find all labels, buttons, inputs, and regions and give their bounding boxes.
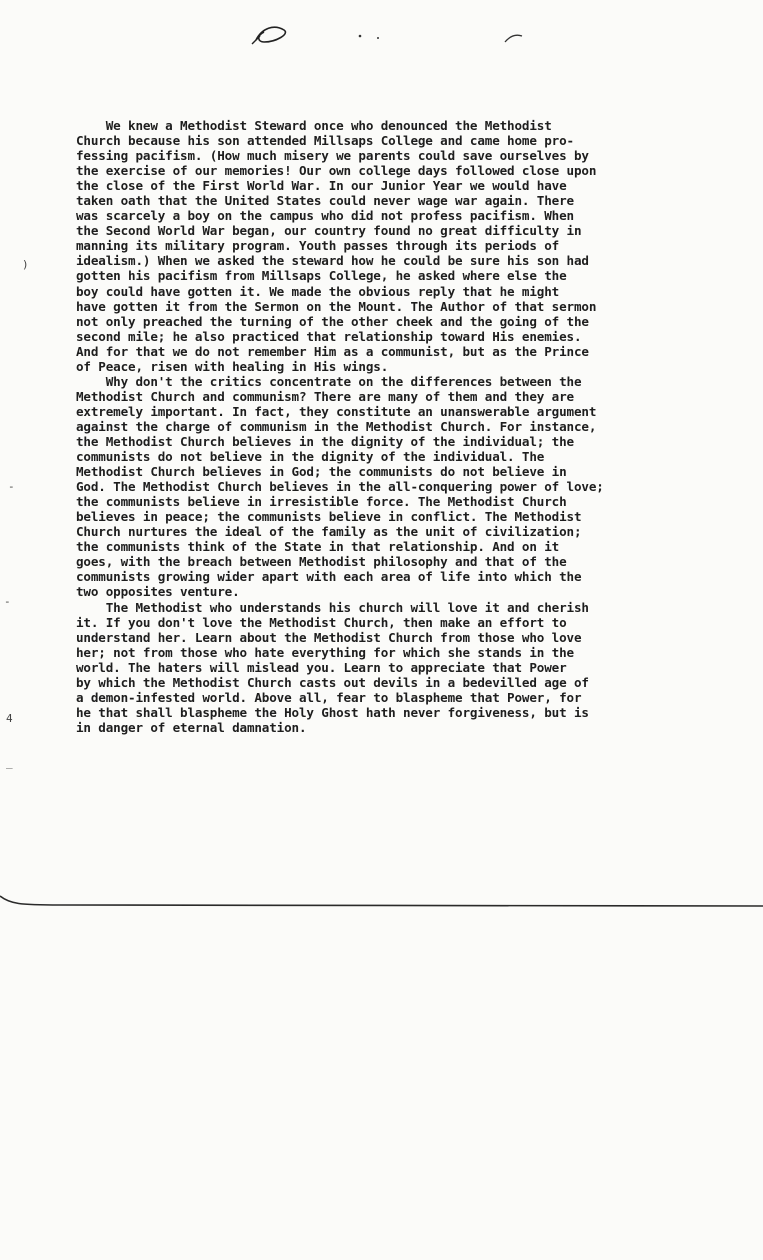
margin-mark: - [4, 595, 11, 608]
text-line: Methodist Church and communism? There are many of them and they are [76, 388, 574, 404]
text-line: have gotten it from the Sermon on the Mount. The Author of that sermon [76, 298, 597, 314]
text-line: Methodist Church believes in God; the communists do not believe in [76, 464, 567, 480]
margin-mark: _ [6, 756, 13, 769]
text-line: goes, with the breach between Methodist philosophy and that of the [76, 554, 567, 570]
text-line: boy could have gotten it. We made the obvious reply that he might [76, 283, 560, 299]
margin-mark: ) [22, 258, 29, 271]
text-line: the Methodist Church believes in the dignity of the individual; the [76, 433, 574, 449]
text-line: in danger of eternal damnation. [76, 719, 307, 735]
text-line: We knew a Methodist Steward once who denounced the Methodist [76, 118, 552, 133]
text-line: communists do not believe in the dignity of the individual. The [76, 449, 545, 465]
paragraph [76, 600, 716, 735]
text-line: Church nurtures the ideal of the family as the unit of civilization; [76, 524, 582, 540]
text-line: a demon-infested world. Above all, fear to blaspheme that Power, for [76, 689, 582, 705]
text-line: extremely important. In fact, they constitute an unanswerable argument [76, 403, 597, 419]
text-line: against the charge of communism in the Methodist Church. For instance, [76, 418, 597, 434]
text-line: was scarcely a boy on the campus who did not profess pacifism. When [76, 208, 574, 224]
text-line: not only preached the turning of the other cheek and the going of the [76, 313, 589, 329]
text-line: world. The haters will mislead you. Learn to appreciate that Power [76, 659, 567, 675]
text-line: the communists believe in irresistible force. The Methodist Church [76, 494, 567, 510]
page-edge-line [0, 890, 763, 920]
text-line: taken oath that the United States could never wage war again. There [76, 193, 574, 209]
text-line: the communists think of the State in that relationship. And on it [76, 539, 560, 555]
text-line: idealism.) When we asked the steward how he could be sure his son had [76, 253, 589, 269]
text-line: he that shall blaspheme the Holy Ghost hath never forgiveness, but is [76, 704, 589, 720]
margin-mark: - [8, 480, 15, 493]
text-line: the close of the First World War. In our Junior Year we would have [76, 178, 567, 194]
text-line: second mile; he also practiced that relationship toward His enemies. [76, 328, 582, 344]
text-line: communists growing wider apart with each area of life into which the [76, 569, 582, 585]
text-line: God. The Methodist Church believes in the all-conquering power of love; [76, 479, 604, 495]
text-line: by which the Methodist Church casts out devils in a bedevilled age of [76, 674, 589, 690]
text-line: the Second World War began, our country found no great difficulty in [76, 223, 582, 239]
text-line: And for that we do not remember Him as a communist, but as the Prince [76, 343, 589, 359]
text-line: her; not from those who hate everything for which she stands in the [76, 644, 574, 660]
body-text [76, 118, 716, 735]
text-line: Church because his son attended Millsaps College and came home pro- [76, 133, 574, 149]
margin-mark: 4 [6, 712, 13, 725]
text-line: gotten his pacifism from Millsaps College, he asked where else the [76, 268, 567, 284]
text-line: two opposites venture. [76, 584, 240, 600]
text-line: of Peace, risen with healing in His wings. [76, 358, 389, 374]
handwritten-scribble [250, 18, 550, 58]
paragraph [76, 118, 716, 374]
text-line: it. If you don't love the Methodist Church, then make an effort to [76, 614, 567, 630]
text-line: Why don't the critics concentrate on the differences between the [76, 373, 582, 389]
text-line: manning its military program. Youth passes through its periods of [76, 238, 560, 254]
text-line: The Methodist who understands his church will love it and cherish [76, 599, 589, 615]
text-line: the exercise of our memories! Our own college days followed close upon [76, 163, 597, 179]
paragraph [76, 374, 716, 600]
text-line: believes in peace; the communists believe in conflict. The Methodist [76, 509, 582, 525]
text-line: understand her. Learn about the Methodist Church from those who love [76, 629, 582, 645]
text-line: fessing pacifism. (How much misery we parents could save ourselves by [76, 148, 589, 164]
